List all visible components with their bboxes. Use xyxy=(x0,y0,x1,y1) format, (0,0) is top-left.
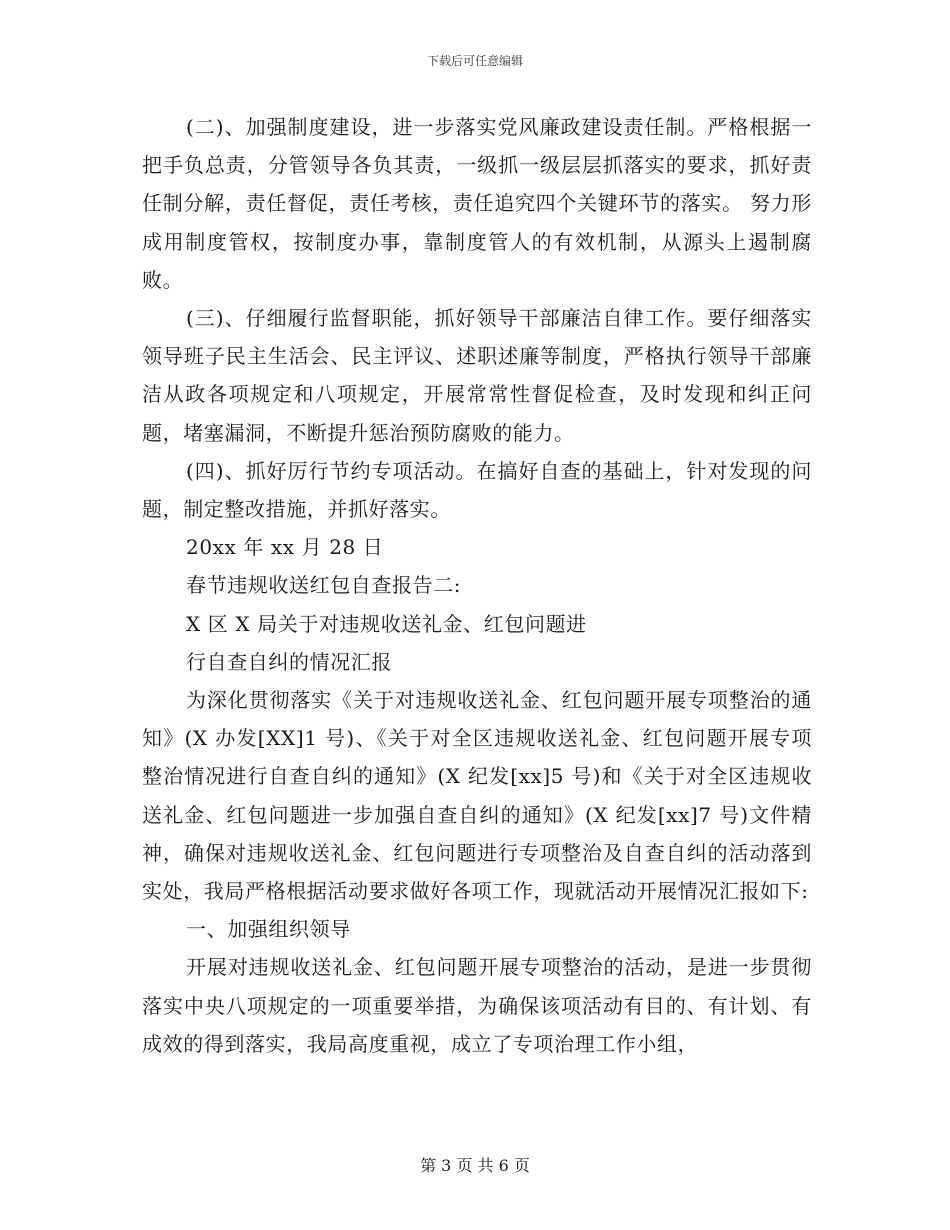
document-body xyxy=(142,108,812,1063)
section-heading-organization: 一、加强组织领导 xyxy=(186,917,351,942)
paragraph-frugality: (四)、抓好厉行节约专项活动。在搞好自查的基础上，针对发现的问题，制定整改措施，并抓好落实。 xyxy=(142,458,812,522)
page-number: 第 3 页 共 6 页 xyxy=(420,1156,530,1175)
report-title-line-2: 行自查自纠的情况汇报 xyxy=(186,649,392,674)
page-header-note: 下载后可任意编辑 xyxy=(426,54,523,68)
report-title-line-1: X 区 X 局关于对违规收送礼金、红包问题进 xyxy=(186,611,587,636)
report-two-heading: 春节违规收送红包自查报告二: xyxy=(186,573,462,598)
document-date: 20xx 年 xx 月 28 日 xyxy=(186,535,384,560)
paragraph-introduction: 为深化贯彻落实《关于对违规收送礼金、红包问题开展专项整治的通知》(X 办发[XX]1 号)、《关于对全区违规收送礼金、红包问题开展专项整治情况进行自查自纠的通知》(X 纪发[xx]5 号)和《关于对全区违规收送礼金、红包问题进一步加强自查自纠的通知》(X 纪发[xx]7 号)文件精神，确保对违规收送礼金、红包问题进行专项整治及自查自纠的活动落到实处，我局严格根据活动要求做好各项工作，现就活动开展情况汇报如下: xyxy=(142,688,812,904)
paragraph-organization: 开展对违规收送礼金、红包问题开展专项整治的活动，是进一步贯彻落实中央八项规定的一项重要举措，为确保该项活动有目的、有计划、有成效的得到落实，我局高度重视，成立了专项治理工作小组， xyxy=(142,955,812,1056)
paragraph-system-building: (二)、加强制度建设，进一步落实党风廉政建设责任制。严格根据一把手负总责，分管领导各负其责，一级抓一级层层抓落实的要求，抓好责任制分解，责任督促，责任考核，责任追究四个关键环节的落实。 努力形成用制度管权，按制度办事，靠制度管人的有效机制，从源头上遏制腐败。 xyxy=(142,115,812,292)
paragraph-supervision: (三)、仔细履行监督职能，抓好领导干部廉洁自律工作。要仔细落实领导班子民主生活会、民主评议、述职述廉等制度，严格执行领导干部廉洁从政各项规定和八项规定，开展常常性督促检查，及时发现和纠正问题，堵塞漏洞，不断提升惩治预防腐败的能力。 xyxy=(142,306,812,445)
